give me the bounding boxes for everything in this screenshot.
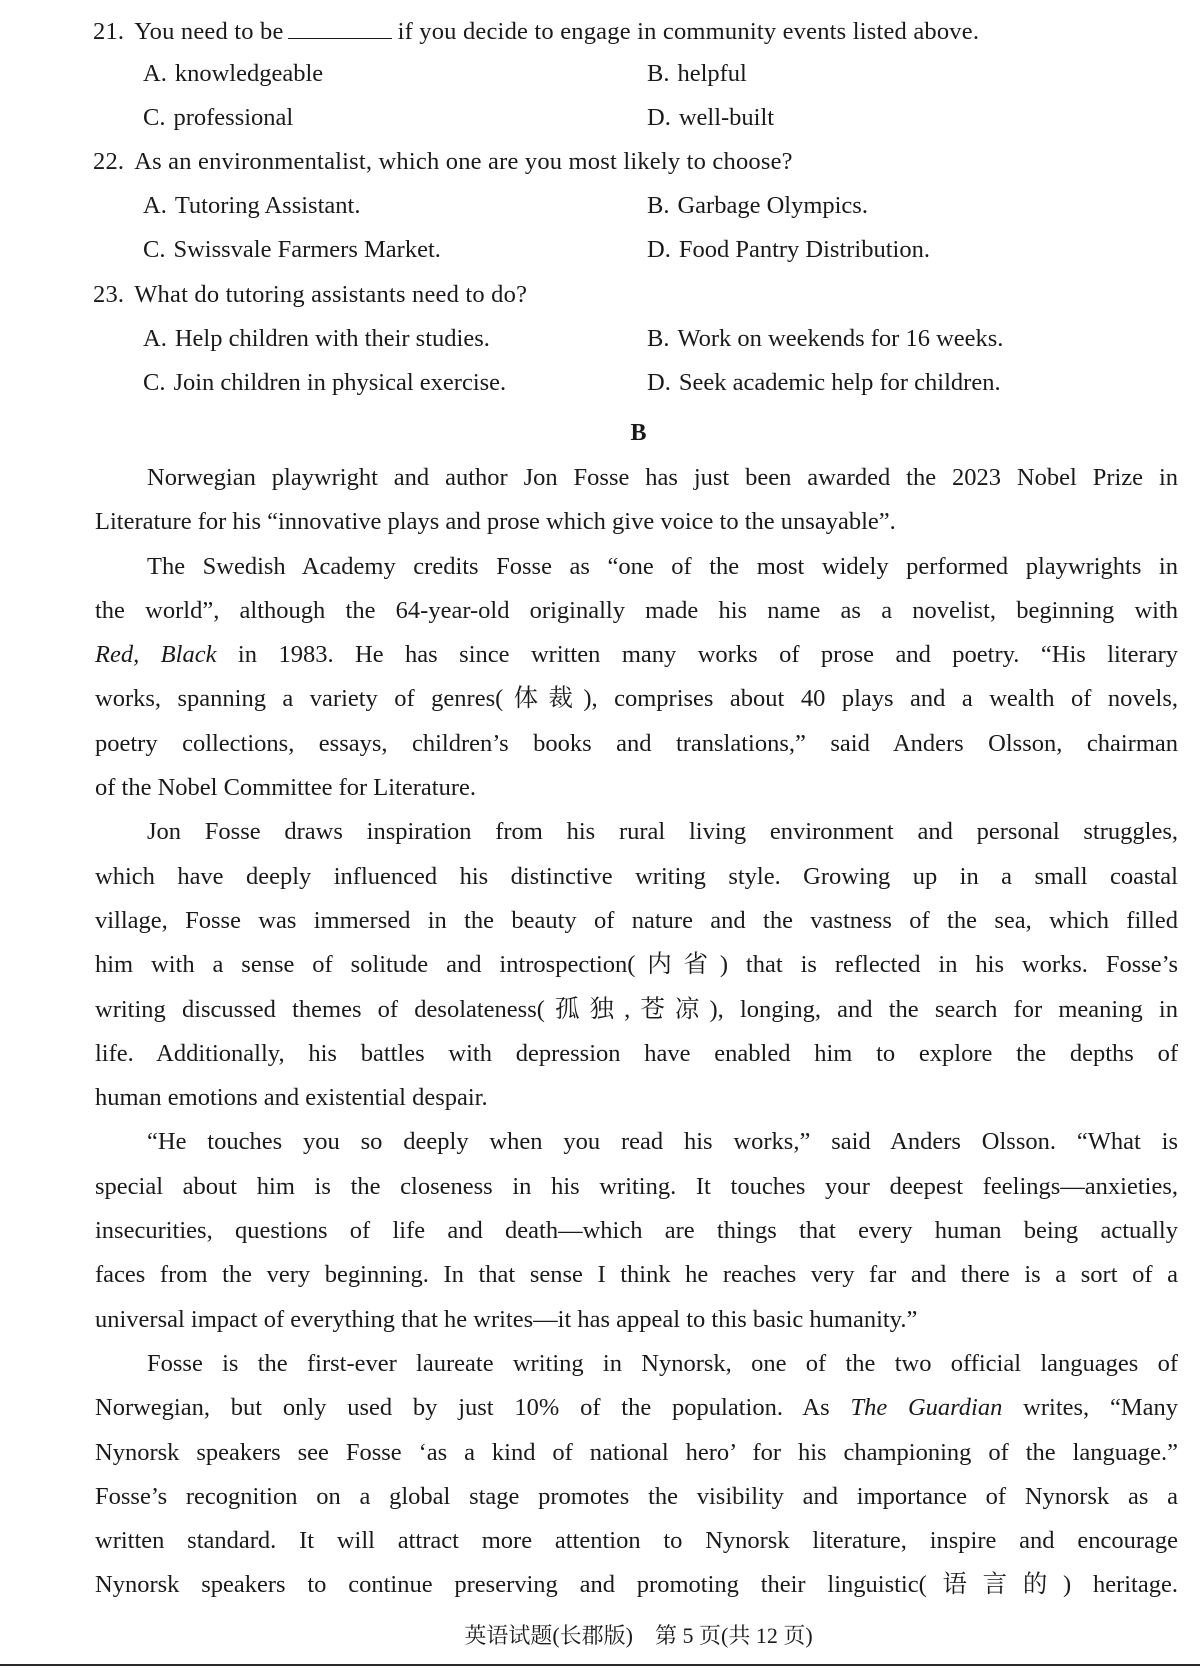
question-text: As an environmentalist, which one are you most likely to choose? — [134, 148, 793, 175]
italic-title: Red, Black — [95, 641, 217, 669]
question-23-option-c: C. Join children in physical exercise. — [143, 369, 507, 396]
passage-line: works, spanning a variety of genres(体裁), comprises about 40 plays and a wealth of novels, — [95, 685, 1178, 713]
question-text-before-blank: You need to be — [134, 18, 284, 45]
question-21-option-a: A. knowledgeable — [143, 60, 324, 87]
question-21-option-b: B. helpful — [647, 60, 747, 87]
answer-blank — [288, 20, 392, 39]
passage-line: human emotions and existential despair. — [95, 1084, 488, 1112]
passage-line: Nynorsk speakers to continue preserving and promoting their linguistic(语言的) heritage. — [95, 1571, 1178, 1599]
passage-line: village, Fosse was immersed in the beauty of nature and the vastness of the sea, which filled — [95, 906, 1178, 934]
passage-line: faces from the very beginning. In that sense I think he reaches very far and there is a sort of a — [95, 1261, 1178, 1289]
passage-line: life. Additionally, his battles with depression have enabled him to explore the depths of — [95, 1039, 1178, 1067]
question-number: 22. — [93, 148, 125, 175]
passage-line: Red, Black in 1983. He has since written many works of prose and poetry. “His literary — [95, 641, 1178, 669]
question-21-stem — [93, 18, 979, 46]
question-23-option-d: D. Seek academic help for children. — [647, 369, 1001, 396]
reading-passage — [95, 456, 1178, 1608]
question-22-option-c: C. Swissvale Farmers Market. — [143, 236, 441, 263]
passage-line: poetry collections, essays, children’s books and translations,” said Anders Olsson, chairman — [95, 729, 1178, 757]
passage-line: special about him is the closeness in his writing. It touches your deepest feelings—anxieties, — [95, 1172, 1178, 1200]
passage-line: Nynorsk speakers see Fosse ‘as a kind of national hero’ for his championing of the language.” — [95, 1438, 1178, 1466]
passage-line: Jon Fosse draws inspiration from his rural living environment and personal struggles, — [147, 818, 1178, 846]
passage-line: Fosse is the first-ever laureate writing in Nynorsk, one of the two official languages of — [147, 1349, 1178, 1377]
passage-line: which have deeply influenced his distinctive writing style. Growing up in a small coastal — [95, 862, 1178, 890]
italic-publication: The Guardian — [850, 1394, 1003, 1422]
question-22-option-a: A. Tutoring Assistant. — [143, 192, 361, 219]
question-23-option-a: A. Help children with their studies. — [143, 325, 490, 352]
question-21-option-d: D. well-built — [647, 104, 775, 131]
passage-line: Fosse’s recognition on a global stage promotes the visibility and importance of Nynorsk as a — [95, 1482, 1178, 1510]
question-text-after-blank: if you decide to engage in community events listed above. — [397, 18, 980, 45]
footer-divider — [0, 1664, 1200, 1666]
passage-line: him with a sense of solitude and introspection(内省) that is reflected in his works. Fosse’s — [95, 951, 1178, 979]
question-22-option-b: B. Garbage Olympics. — [647, 192, 868, 219]
passage-line: universal impact of everything that he writes—it has appeal to this basic humanity.” — [95, 1305, 918, 1333]
passage-line: of the Nobel Committee for Literature. — [95, 774, 476, 802]
question-text: What do tutoring assistants need to do? — [134, 281, 528, 308]
passage-line: writing discussed themes of desolateness(孤独,苍凉), longing, and the search for meaning in — [95, 995, 1178, 1023]
question-number: 21. — [93, 18, 125, 45]
section-heading: B — [630, 420, 647, 446]
passage-line: The Swedish Academy credits Fosse as “one of the most widely performed playwrights in — [147, 552, 1178, 580]
question-23-stem — [93, 281, 527, 309]
question-22-stem — [93, 148, 793, 176]
question-21-option-c: C. professional — [143, 104, 294, 131]
passage-line: the world”, although the 64-year-old originally made his name as a novelist, beginning with — [95, 596, 1178, 624]
question-23-option-b: B. Work on weekends for 16 weeks. — [647, 325, 1004, 352]
passage-line: Norwegian, but only used by just 10% of the population. As The Guardian writes, “Many — [95, 1394, 1178, 1422]
question-number: 23. — [93, 281, 125, 308]
question-22-option-d: D. Food Pantry Distribution. — [647, 236, 930, 263]
passage-line: Norwegian playwright and author Jon Fosse has just been awarded the 2023 Nobel Prize in — [147, 464, 1178, 491]
passage-line: “He touches you so deeply when you read his works,” said Anders Olsson. “What is — [147, 1128, 1178, 1156]
page-footer: 英语试题(长郡版) 第 5 页(共 12 页) — [464, 1623, 813, 1648]
passage-line: insecurities, questions of life and death—which are things that every human being actually — [95, 1217, 1178, 1245]
passage-line: written standard. It will attract more attention to Nynorsk literature, inspire and encourage — [95, 1527, 1178, 1555]
passage-line: Literature for his “innovative plays and prose which give voice to the unsayable”. — [95, 508, 896, 536]
